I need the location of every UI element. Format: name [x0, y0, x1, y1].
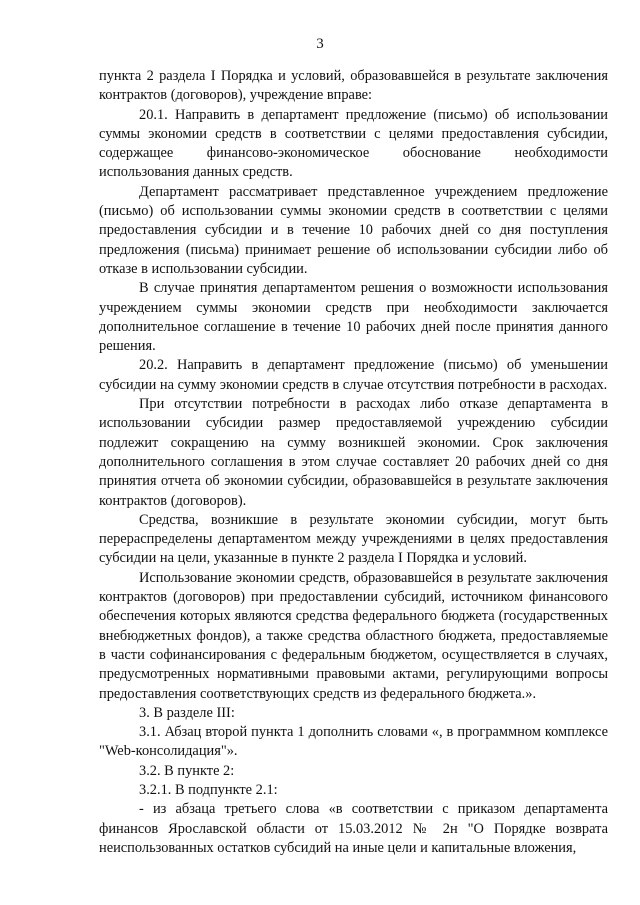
- paragraph-3: Департамент рассматривает представленное учреждением предложение (письмо) об использовании суммы экономии средств в соответствии с целями предоставления субсидии и в течение 10 рабочих дней со дня поступления предложения (письма) принимает решение об использовании субсидии либо об отказе в использовании субсидии.: [99, 183, 608, 277]
- paragraph-10: 3.1. Абзац второй пункта 1 дополнить словами «, в программном комплексе "Web-консолидация"».: [99, 724, 608, 760]
- paragraph-13: - из абзаца третьего слова «в соответствии с приказом департамента финансов Ярославской области от 15.03.2012 № 2н "О Порядке возврата неиспользованных остатков субсидий на иные цели и капитальные вложения,: [99, 801, 608, 856]
- paragraph-7: Средства, возникшие в результате экономии субсидии, могут быть перераспределены департаментом между учреждениями в целях предоставления субсидии на цели, указанные в пункте 2 раздела I Порядка и условий.: [99, 511, 608, 567]
- paragraph-11: 3.2. В пункте 2:: [139, 762, 235, 779]
- document-body: [99, 67, 608, 858]
- paragraph-6: При отсутствии потребности в расходах либо отказе департамента в использовании субсидии размер предоставляемой учреждению субсидии подлежит сокращению на сумму возникшей экономии. Срок заключения дополнительного соглашения в этом случае составляет 20 рабочих дней со дня принятия отчета об экономии субсидии, образовавшейся в результате заключения контрактов (договоров).: [99, 396, 608, 509]
- paragraph-5: 20.2. Направить в департамент предложение (письмо) об уменьшении субсидии на сумму экономии средств в случае отсутствия потребности в расходах.: [99, 357, 608, 393]
- paragraph-4: В случае принятия департаментом решения о возможности использования учреждением суммы экономии средств при необходимости заключается дополнительное соглашение в течение 10 рабочих дней после принятия данного решения.: [99, 280, 608, 355]
- page-number: 3: [316, 36, 324, 52]
- paragraph-8: Использование экономии средств, образовавшейся в результате заключения контрактов (договоров) при предоставлении субсидий, источником финансового обеспечения которых являются средства федерального бюджета (государственных внебюджетных фондов), а также средства областного бюджета, предоставляемые в части софинансирования с федеральным бюджетом, осуществляется в случаях, предусмотренных нормативными правовыми актами, регулирующими вопросы предоставления соответствующих средств из федерального бюджета.».: [99, 569, 608, 702]
- paragraph-9: 3. В разделе III:: [139, 704, 235, 721]
- paragraph-1: пункта 2 раздела I Порядка и условий, образовавшейся в результате заключения контрактов (договоров), учреждение вправе:: [99, 68, 608, 104]
- paragraph-12: 3.2.1. В подпункте 2.1:: [139, 781, 278, 798]
- paragraph-2: 20.1. Направить в департамент предложение (письмо) об использовании суммы экономии средств в соответствии с целями предоставления субсидии, содержащее финансово-экономическое обоснование необходимости использования данных средств.: [99, 106, 608, 181]
